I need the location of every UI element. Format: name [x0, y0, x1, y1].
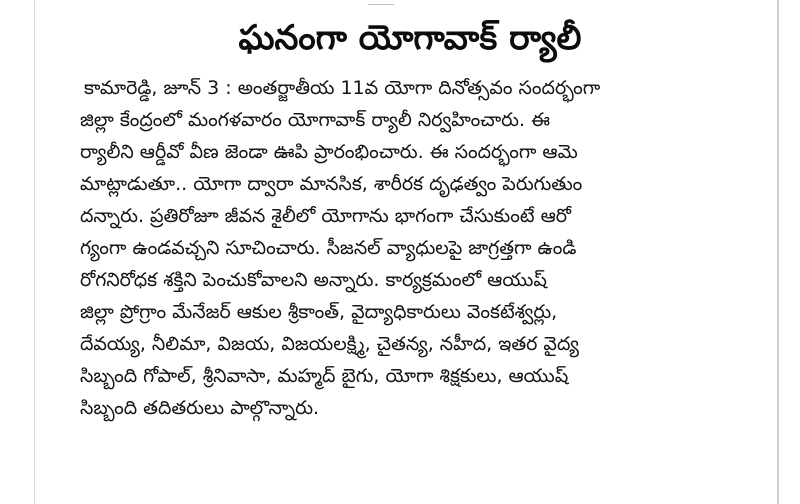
article-line: సిబ్బంది తదితరులు పాల్గొన్నారు.: [80, 397, 320, 419]
article-line: ర్యాలీని ఆర్డీవో వీణ జెండా ఊపి ప్రారంభించారు. ఈ సందర్భంగా ఆమె: [80, 141, 578, 163]
article-line: దేవయ్య, నీలిమా, విజయ, విజయలక్ష్మి, చైతన్య, నహీద, ఇతర వైద్య: [80, 333, 579, 355]
article-line: జిల్లా ప్రోగ్రాం మేనేజర్ ఆకుల శ్రీకాంత్, వైద్యాధికారులు వెంకటేశ్వర్లు,: [80, 301, 558, 323]
column-rule-right: [777, 0, 779, 504]
article-headline: ఘనంగా యోగావాక్ ర్యాలీ: [238, 18, 582, 58]
article-body: [80, 72, 750, 424]
article-line: మాట్లాడుతూ.. యోగా ద్వారా మానసిక, శారీరక దృఢత్వం పెరుగుతుం: [80, 173, 583, 195]
article-line: దన్నారు. ప్రతిరోజూ జీవన శైలీలో యోగాను భాగంగా చేసుకుంటే ఆరో: [80, 205, 572, 227]
top-edge-mark: [368, 0, 394, 5]
article-line: గ్యంగా ఉండవచ్చని సూచించారు. సీజనల్ వ్యాధులపై జాగ్రత్తగా ఉండి: [80, 237, 577, 259]
article-line: జిల్లా కేంద్రంలో మంగళవారం యోగావాక్ ర్యాలీ నిర్వహించారు. ఈ: [80, 109, 550, 131]
column-rule-left: [34, 0, 35, 504]
article-line: కామారెడ్డి, జూన్ 3 : అంతర్జాతీయ 11వ యోగా దినోత్సవం సందర్భంగా: [84, 77, 601, 99]
article-line: రోగనిరోధక శక్తిని పెంచుకోవాలని అన్నారు. కార్యక్రమంలో ఆయుష్: [80, 269, 547, 291]
article-line: సిబ్బంది గోపాల్, శ్రీనివాసా, మహ్మద్ బైగు, యోగా శిక్షకులు, ఆయుష్: [80, 365, 569, 387]
